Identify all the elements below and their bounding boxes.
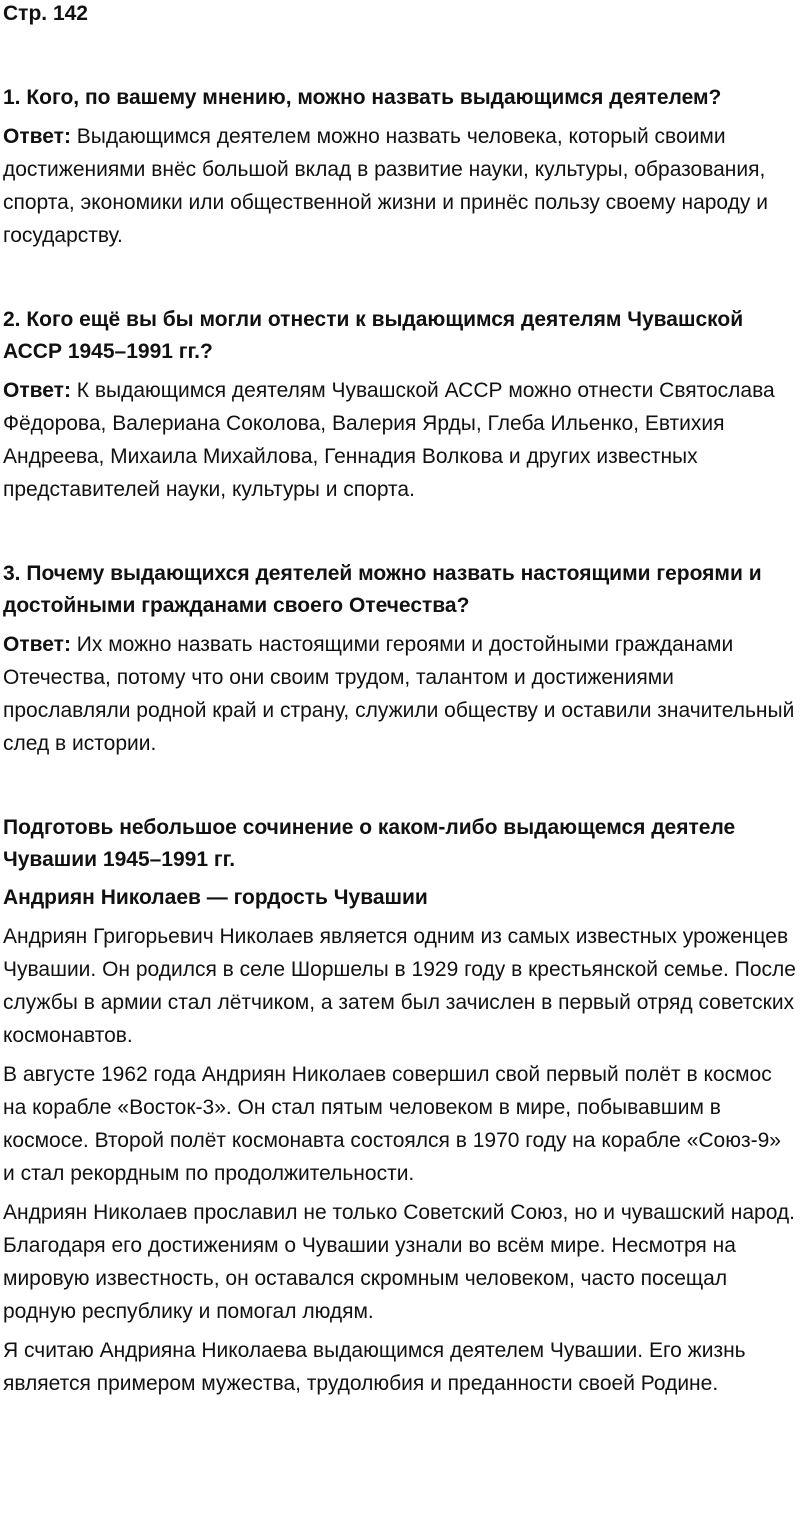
document-page [3,0,798,1400]
essay-paragraph-4: Я считаю Андрияна Николаева выдающимся деятелем Чувашии. Его жизнь является примером мужества, трудолюбия и преданности своей Родине. [3,1339,746,1395]
answer-1 [3,120,798,252]
answer-text: Выдающимся деятелем можно назвать человека, который своими достижениями внёс большой вклад в развитие науки, культуры, образования, спорта, экономики или общественной жизни и принёс пользу своему народу и государству. [3,125,768,247]
essay-paragraph-2: В августе 1962 года Андриян Николаев совершил свой первый полёт в космос на корабле «Восток-3». Он стал пятым человеком в мире, побывавшим в космосе. Второй полёт космонавта состоялся в 1970 году на корабле «Союз-9» и стал рекордным по продолжительности. [3,1063,781,1185]
qa-block-3 [3,558,798,760]
question-3: 3. Почему выдающихся деятелей можно назвать настоящими героями и достойными гражданами своего Отечества? [3,562,762,617]
essay-paragraph-1: Андриян Григорьевич Николаев является одним из самых известных уроженцев Чувашии. Он родился в селе Шоршелы в 1929 году в крестьянской семье. После службы в армии стал лётчиком, а затем был зачислен в первый отряд советских космонавтов. [3,925,796,1047]
page-number: Стр. 142 [3,2,88,25]
answer-label: Ответ: [3,633,71,656]
essay-task: Подготовь небольшое сочинение о каком-либо выдающемся деятеле Чувашии 1945–1991 гг. [3,816,736,871]
question-1: 1. Кого, по вашему мнению, можно назвать выдающимся деятелем? [3,86,722,109]
answer-text: Их можно назвать настоящими героями и достойными гражданами Отечества, потому что они своим трудом, талантом и достижениями прославляли родной край и страну, служили обществу и оставили значительный след в истории. [3,633,795,755]
essay-paragraph-3: Андриян Николаев прославил не только Советский Союз, но и чувашский народ. Благодаря его достижениям о Чувашии узнали во всём мире. Несмотря на мировую известность, он оставался скромным человеком, часто посещал родную республику и помогал людям. [3,1201,796,1323]
answer-label: Ответ: [3,125,71,148]
essay-title: Андриян Николаев — гордость Чувашии [3,886,428,909]
qa-block-2 [3,304,798,506]
question-2: 2. Кого ещё вы бы могли отнести к выдающимся деятелям Чувашской АССР 1945–1991 гг.? [3,308,744,363]
answer-label: Ответ: [3,379,71,402]
essay-section [3,812,798,1400]
qa-block-1 [3,82,798,252]
answer-3 [3,628,798,760]
answer-text: К выдающимся деятелям Чувашской АССР можно отнести Святослава Фёдорова, Валериана Соколова, Валерия Ярды, Глеба Ильенко, Евтихия Андреева, Михаила Михайлова, Геннадия Волкова и других известных представителей науки, культуры и спорта. [3,379,775,501]
answer-2 [3,374,798,506]
